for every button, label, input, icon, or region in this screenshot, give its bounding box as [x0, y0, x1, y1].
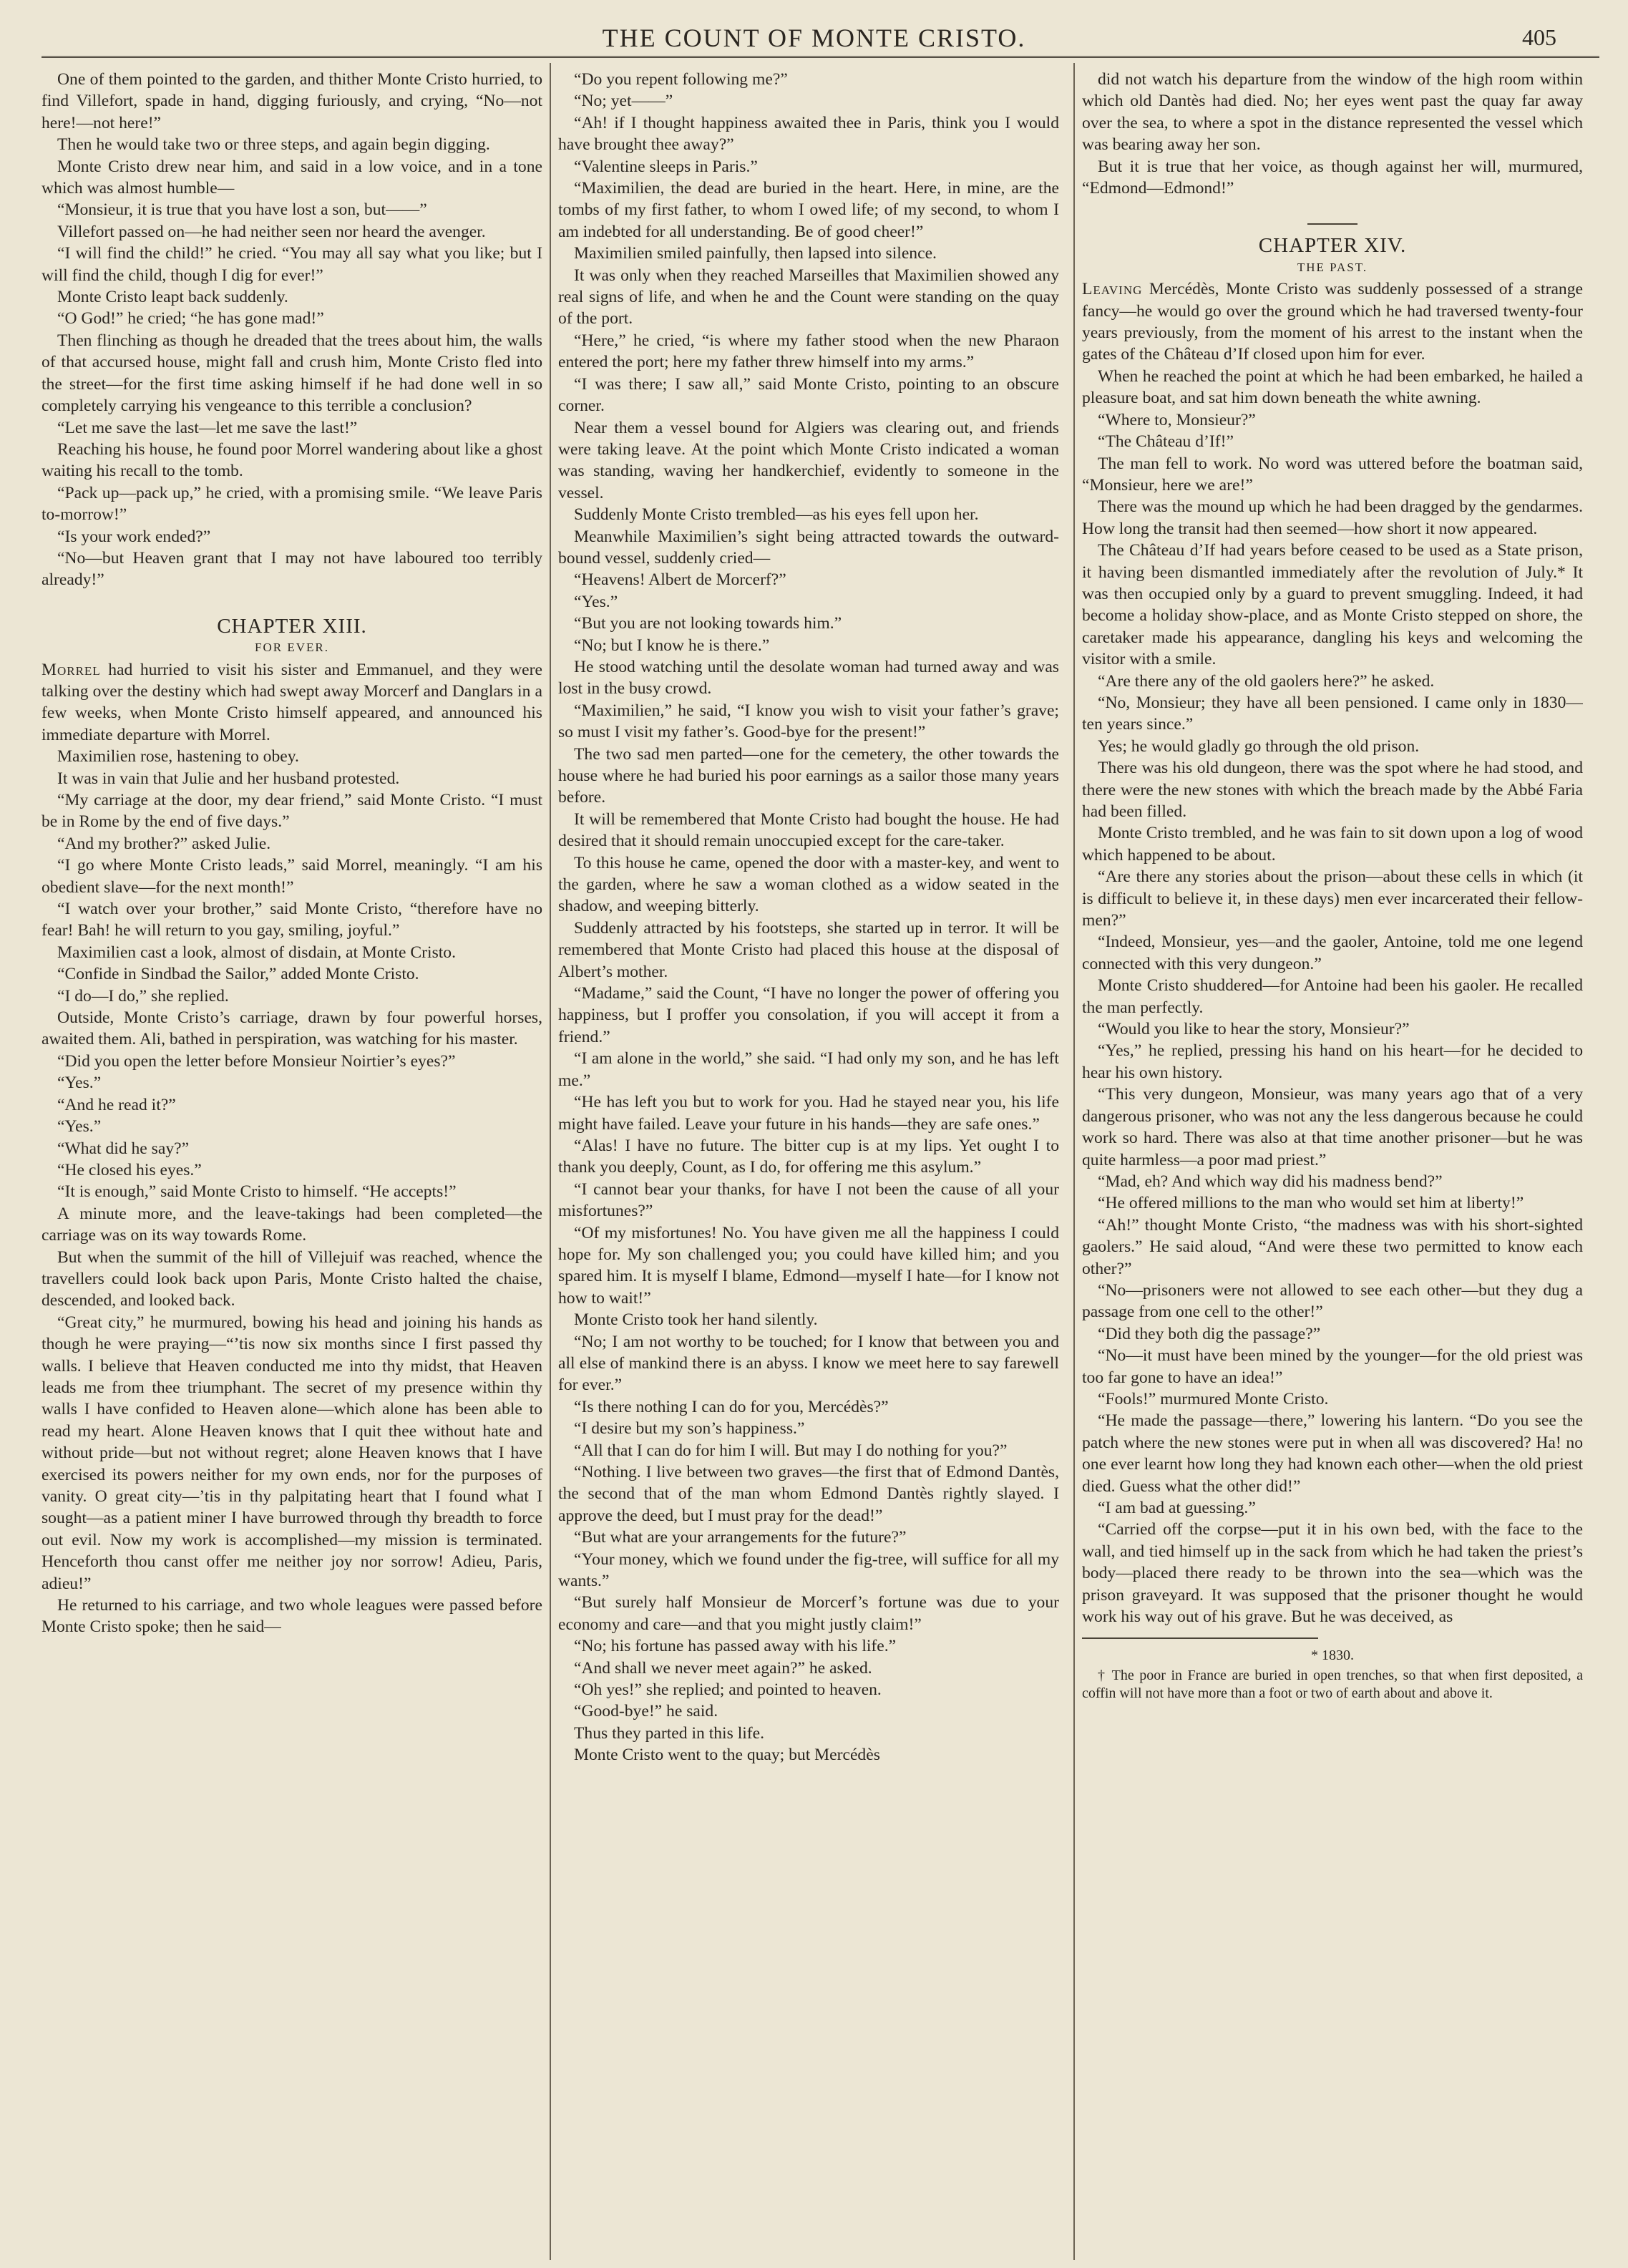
footnote-trenches: † The poor in France are buried in open trenches, so that when first deposited, a coffin will not have more than a foot or two of earth about and above it. — [1082, 1667, 1583, 1701]
paragraph: “Pack up—pack up,” he cried, with a promising smile. “We leave Paris to-morrow!” — [42, 483, 542, 525]
paragraph: One of them pointed to the garden, and thither Monte Cristo hurried, to find Villefort, spade in hand, digging furiously, and crying, “No—not here!—not here!” — [42, 70, 542, 132]
column-3 — [1082, 69, 1583, 2259]
paragraph: “I am bad at guessing.” — [1098, 1499, 1256, 1517]
paragraph: To this house he came, opened the door with a master-key, and went to the garden, where he saw a woman clothed as a widow seated in the shadow, and weeping bitterly. — [558, 853, 1059, 916]
paragraph: Maximilien cast a look, almost of disdain, at Monte Cristo. — [57, 943, 456, 962]
paragraph: Yes; he would gladly go through the old prison. — [1098, 736, 1420, 756]
paragraph: There was his old dungeon, there was the spot where he had stood, and there were the new stones with which the breach made by the Abbé Faria had been filled. — [1082, 759, 1583, 821]
paragraph: “Here,” he cried, “is where my father stood when the new Pharaon entered the port; here my father threw himself into my arms.” — [558, 331, 1059, 372]
col1-text-b — [42, 746, 542, 1638]
paragraph: “Maximilien, the dead are buried in the heart. Here, in mine, are the tombs of my first father, to whom I owed life; of my second, to whom I am indebted for all understanding. Be of good cheer!” — [558, 179, 1059, 241]
chapter-xiii-title: CHAPTER XIII. — [217, 614, 367, 638]
paragraph: “No; I am not worthy to be touched; for I know that between you and all else of mankind there is an abyss. I know we meet here to say farewell for ever.” — [558, 1332, 1059, 1395]
paragraph: Reaching his house, he found poor Morrel wandering about like a ghost waiting his recall to the tomb. — [42, 439, 542, 481]
col2-text — [558, 69, 1059, 1766]
paragraph: “What did he say?” — [57, 1139, 190, 1158]
paragraph: “Maximilien,” he said, “I know you wish to visit your father’s grave; so must I visit my father’s. Good-bye for the present!” — [558, 701, 1059, 742]
paragraph: When he reached the point at which he had been embarked, he hailed a pleasure boat, and sat him down beneath the white awning. — [1082, 366, 1583, 408]
column-2 — [558, 69, 1059, 2259]
paragraph: Maximilien rose, hastening to obey. — [57, 747, 299, 766]
paragraph: Thus they parted in this life. — [574, 1723, 765, 1743]
paragraph: “It is enough,” said Monte Cristo to himself. “He accepts!” — [57, 1182, 457, 1202]
paragraph: He returned to his carriage, and two whole leagues were passed before Monte Cristo spoke; then he said— — [42, 1596, 542, 1637]
paragraph: Villefort passed on—he had neither seen nor heard the avenger. — [57, 222, 486, 241]
paragraph: A minute more, and the leave-takings had been completed—the carriage was on its way towards Rome. — [42, 1204, 542, 1245]
paragraph: Suddenly attracted by his footsteps, she started up in terror. It will be remembered that Monte Cristo had placed this house at the disposal of Albert’s mother. — [558, 918, 1059, 981]
paragraph: It will be remembered that Monte Cristo had bought the house. He had desired that it should remain unoccupied except for the care-taker. — [558, 809, 1059, 851]
paragraph: “Let me save the last—let me save the last!” — [57, 418, 358, 437]
paragraph: “Nothing. I live between two graves—the first that of Edmond Dantès, the second that of the man whom Edmond Dantès rightly slayed. I approve the deed, but I must pray for the dead!” — [558, 1463, 1059, 1525]
chapter-xiv-subtitle: THE PAST. — [1297, 260, 1368, 274]
col3-text-a — [1082, 69, 1583, 199]
paragraph: Monte Cristo took her hand silently. — [574, 1310, 818, 1330]
paragraph: He stood watching until the desolate woman had turned away and was lost in the busy crowd. — [558, 657, 1059, 699]
paragraph: “Do you repent following me?” — [574, 70, 788, 89]
paragraph: But when the summit of the hill of Villejuif was reached, whence the travellers could look back upon Paris, Monte Cristo halted the chaise, descended, and looked back. — [42, 1247, 542, 1310]
paragraph: “I cannot bear your thanks, for have I not been the cause of all your misfortunes?” — [558, 1179, 1059, 1221]
paragraph: did not watch his departure from the window of the high room within which old Dantès had died. No; her eyes went past the quay far away over the sea, to where a spot in the distance represented the vessel which was bearing away her son. — [1082, 70, 1583, 155]
paragraph: “Alas! I have no future. The bitter cup is at my lips. Yet ought I to thank you deeply, Count, as I do, for offering me this asylum.” — [558, 1136, 1059, 1177]
footnote-1830: * 1830. — [1311, 1648, 1354, 1664]
paragraph: Monte Cristo leapt back suddenly. — [57, 288, 288, 307]
paragraph: “But surely half Monsieur de Morcerf’s fortune was due to your economy and care—and that you might justly claim!” — [558, 1593, 1059, 1634]
paragraph: “No, Monsieur; they have all been pensioned. I came only in 1830—ten years since.” — [1082, 693, 1583, 734]
paragraph: “My carriage at the door, my dear friend,” said Monte Cristo. “I must be in Rome by the end of five days.” — [42, 791, 542, 832]
chapter-xiii-subtitle: FOR EVER. — [255, 641, 329, 655]
paragraph: Monte Cristo went to the quay; but Mercédès — [574, 1746, 880, 1765]
paragraph: “Are there any of the old gaolers here?” he asked. — [1098, 671, 1435, 691]
opening-word: Morrel — [42, 660, 101, 679]
paragraph: “Is your work ended?” — [57, 527, 211, 546]
paragraph: “Yes.” — [57, 1117, 102, 1137]
paragraph: “All that I can do for him I will. But may I do nothing for you?” — [574, 1441, 1008, 1460]
paragraph: “O God!” he cried; “he has gone mad!” — [57, 309, 324, 328]
paragraph: Suddenly Monte Cristo trembled—as his eyes fell upon her. — [574, 505, 979, 525]
paragraph: But it is true that her voice, as though against her will, murmured, “Edmond—Edmond!” — [1082, 157, 1583, 198]
paragraph: “Yes.” — [574, 592, 618, 611]
paragraph: “Heavens! Albert de Morcerf?” — [574, 570, 786, 590]
paragraph: “I will find the child!” he cried. “You may all say what you like; but I will find the child, though I dig for ever!” — [42, 244, 542, 285]
paragraph: “No; yet——” — [574, 92, 673, 111]
paragraph: “And shall we never meet again?” he asked. — [574, 1658, 872, 1678]
paragraph: “Carried off the corpse—put it in his own bed, with the face to the wall, and tied himself up in the sack from which he had taken the priest’s body—placed there ready to be thrown into the sea—which was the prison graveyard. It was supposed that the prisoner thought he would work his way out of his grave. But he was deceived, as — [1082, 1520, 1583, 1627]
paragraph: “I go where Monte Cristo leads,” said Morrel, meaningly. “I am his obedient slave—for the next month!” — [42, 856, 542, 897]
paragraph: “Your money, which we found under the fig-tree, will suffice for all my wants.” — [558, 1549, 1059, 1591]
paragraph: “He made the passage—there,” lowering his lantern. “Do you see the patch where the new stones were put in when all was discovered? Ha! no one ever learnt how long they had known each other—when the old priest died. Guess what the other did!” — [1082, 1411, 1583, 1496]
paragraph: “But you are not looking towards him.” — [574, 614, 842, 633]
paragraph: “I watch over your brother,” said Monte Cristo, “therefore have no fear! Bah! he will return to you gay, smiling, joyful.” — [42, 900, 542, 940]
paragraph: “Confide in Sindbad the Sailor,” added Monte Cristo. — [57, 965, 419, 984]
paragraph: “I desire but my son’s happiness.” — [574, 1419, 805, 1439]
paragraph: “Yes.” — [57, 1074, 102, 1093]
column-rule-1 — [550, 63, 551, 2260]
paragraph: “No—prisoners were not allowed to see each other—but they dug a passage from one cell to the other!” — [1082, 1280, 1583, 1322]
paragraph: Monte Cristo drew near him, and said in a low voice, and in a tone which was almost humble— — [42, 157, 542, 198]
opening-word: Leaving — [1082, 280, 1143, 299]
paragraph: “The Château d’If!” — [1098, 432, 1234, 452]
page-number: 405 — [1522, 24, 1556, 50]
paragraph: The two sad men parted—one for the cemetery, the other towards the house where he had buried his poor earnings as a sailor those many years before. — [558, 744, 1059, 807]
paragraph: Then flinching as though he dreaded that the trees about him, the walls of that accursed house, might fall and crush him, Monte Cristo fled into the street—for the first time asking himself if he had done well in so completely carrying his vengeance to this terrible a conclusion? — [42, 331, 542, 416]
paragraph: Near them a vessel bound for Algiers was clearing out, and friends were taking leave. At the point which Monte Cristo indicated a woman was standing, waving her handkerchief, evidently to someone in the vessel. — [558, 418, 1059, 502]
paragraph: “Did they both dig the passage?” — [1098, 1324, 1321, 1343]
paragraph: There was the mound up which he had been dragged by the gendarmes. How long the transit had then seemed—how short it now appeared. — [1082, 497, 1583, 538]
paragraph: “Good-bye!” he said. — [574, 1702, 718, 1721]
paragraph: Monte Cristo trembled, and he was fain to sit down upon a log of wood which happened to be about. — [1082, 824, 1583, 865]
paragraph: The man fell to work. No word was uttered before the boatman said, “Monsieur, here we are!” — [1082, 454, 1583, 495]
paragraph: Maximilien smiled painfully, then lapsed into silence. — [574, 244, 937, 263]
column-rule-2 — [1073, 63, 1075, 2260]
paragraph: Meanwhile Maximilien’s sight being attracted towards the outward-bound vessel, suddenly cried— — [558, 527, 1059, 568]
paragraph: “Where to, Monsieur?” — [1098, 410, 1256, 429]
paragraph: Outside, Monte Cristo’s carriage, drawn by four powerful horses, awaited them. Ali, bathed in perspiration, was watching for his master. — [42, 1008, 542, 1049]
paragraph: “And my brother?” asked Julie. — [57, 834, 271, 853]
paragraph: “He has left you but to work for you. Had he stayed near you, his life might have failed. Leave your future in his hands—they are safe ones.” — [558, 1093, 1059, 1134]
paragraph: “And he read it?” — [57, 1095, 176, 1114]
col1-text-a — [42, 69, 542, 591]
chapter-xiv-title: CHAPTER XIV. — [1258, 234, 1407, 258]
paragraph: “No; but I know he is there.” — [574, 636, 770, 655]
paragraph: “Ah!” thought Monte Cristo, “the madness was with his short-sighted gaolers.” He said aloud, “And were these two permitted to know each other?” — [1082, 1215, 1583, 1278]
opening-text: Mercédès, Monte Cristo was suddenly possessed of a strange fancy—he would go over the ground which he had traversed twenty-four years previously, from the moment of his arrest to the instant when the gates of the Château d’If closed upon him for ever. — [1082, 280, 1583, 364]
paragraph: “I do—I do,” she replied. — [57, 986, 229, 1006]
chapter-xiv-opening — [1082, 278, 1583, 366]
paragraph: It was only when they reached Marseilles that Maximilien showed any real signs of life, and when he and the Count were standing on the quay of the port. — [558, 266, 1059, 328]
paragraph: “Is there nothing I can do for you, Mercédès?” — [574, 1397, 889, 1416]
opening-text: had hurried to visit his sister and Emmanuel, and they were talking over the destiny which had swept away Morcerf and Danglars in a few weeks, when Monte Cristo himself appeared, and announced his immediate departure with Morrel. — [42, 660, 542, 744]
paragraph: “This very dungeon, Monsieur, was many years ago that of a very dangerous prisoner, who was not any the less dangerous because he could work so hard. There was also at that time another prisoner—but he was quite harmless—a poor mad priest.” — [1082, 1085, 1583, 1169]
chapter-xiii-opening — [42, 659, 542, 746]
paragraph: “No; his fortune has passed away with his life.” — [574, 1637, 897, 1656]
paragraph: “Valentine sleeps in Paris.” — [574, 157, 758, 176]
paragraph: Then he would take two or three steps, and again begin digging. — [57, 135, 490, 155]
paragraph: “Mad, eh? And which way did his madness bend?” — [1098, 1172, 1443, 1191]
paragraph: “I was there; I saw all,” said Monte Cristo, pointing to an obscure corner. — [558, 374, 1059, 416]
running-head — [43, 20, 1585, 56]
column-1 — [42, 69, 542, 2259]
paragraph: “But what are your arrangements for the future?” — [574, 1528, 907, 1547]
paragraph: “Madame,” said the Count, “I have no longer the power of offering you happiness, but I proffer you consolation, if you will accept it from a friend.” — [558, 984, 1059, 1046]
header-rule — [42, 56, 1599, 58]
paragraph: The Château d’If had years before ceased to be used as a State prison, it having been dismantled immediately after the revolution of July.* It was then occupied only by a guard to prevent smuggling. Indeed, it had become a holiday show-place, and as Monte Cristo stepped on shore, the caretaker made his appearance, dangling his keys and welcoming the visitor with a smile. — [1082, 541, 1583, 669]
paragraph: Monte Cristo shuddered—for Antoine had been his gaoler. He recalled the man perfectly. — [1082, 976, 1583, 1017]
paragraph: “Monsieur, it is true that you have lost a son, but——” — [57, 200, 427, 220]
paragraph: It was in vain that Julie and her husband protested. — [57, 769, 400, 788]
paragraph: “Ah! if I thought happiness awaited thee in Paris, think you I would have brought thee away?” — [558, 113, 1059, 155]
paragraph: “Would you like to hear the story, Monsieur?” — [1098, 1020, 1410, 1039]
paragraph: “Yes,” he replied, pressing his hand on his heart—for he decided to hear his own history. — [1082, 1041, 1583, 1082]
paragraph: “Indeed, Monsieur, yes—and the gaoler, Antoine, told me one legend connected with this very dungeon.” — [1082, 933, 1583, 973]
paragraph: “I am alone in the world,” she said. “I had only my son, and he has left me.” — [558, 1049, 1059, 1090]
paragraph: “Great city,” he murmured, bowing his head and joining his hands as though he were praying—“’tis now six months since I first passed thy walls. I believe that Heaven conducted me into thy midst, that Heaven leads me from thee triumphant. The secret of my presence within thy walls I have confided to Heaven alone—which alone has been able to read my heart. Alone Heaven knows that I quit thee without hate and without pride—but not without regret; alone Heaven knows that I have exercised its powers neither for my own ends, nor for the purposes of vanity. O great city—’tis in thy palpitating heart that I found what I sought—as a patient miner I have burrowed through thy breadth to force out evil. Now my work is accomplished—my mission is terminated. Henceforth thou canst offer me neither joy nor sorrow! Adieu, Paris, adieu!” — [42, 1313, 542, 1593]
paragraph: “Of my misfortunes! No. You have given me all the happiness I could hope for. My son challenged you; you could have killed him; and you spared him. It is myself I blame, Edmond—myself I hate—for I know not how to wait!” — [558, 1223, 1059, 1308]
paragraph: “Fools!” murmured Monte Cristo. — [1098, 1389, 1329, 1408]
chapter-xiv-rule — [1307, 223, 1358, 225]
paragraph: “No—it must have been mined by the younger—for the old priest was too far gone to have an idea!” — [1082, 1346, 1583, 1387]
footnote-rule — [1082, 1637, 1318, 1639]
paragraph: “Did you open the letter before Monsieur Noirtier’s eyes?” — [57, 1051, 456, 1071]
paragraph: “Oh yes!” she replied; and pointed to heaven. — [574, 1680, 882, 1700]
paragraph: “No—but Heaven grant that I may not have laboured too terribly already!” — [42, 548, 542, 590]
paragraph: “Are there any stories about the prison—about these cells in which (it is difficult to believe it, in these days) men ever incarcerated their fellow-men?” — [1082, 867, 1583, 930]
col3-text-b — [1082, 366, 1583, 1628]
paragraph: “He offered millions to the man who would set him at liberty!” — [1098, 1194, 1524, 1213]
paragraph: “He closed his eyes.” — [57, 1160, 202, 1179]
running-title: THE COUNT OF MONTE CRISTO. — [602, 24, 1026, 52]
